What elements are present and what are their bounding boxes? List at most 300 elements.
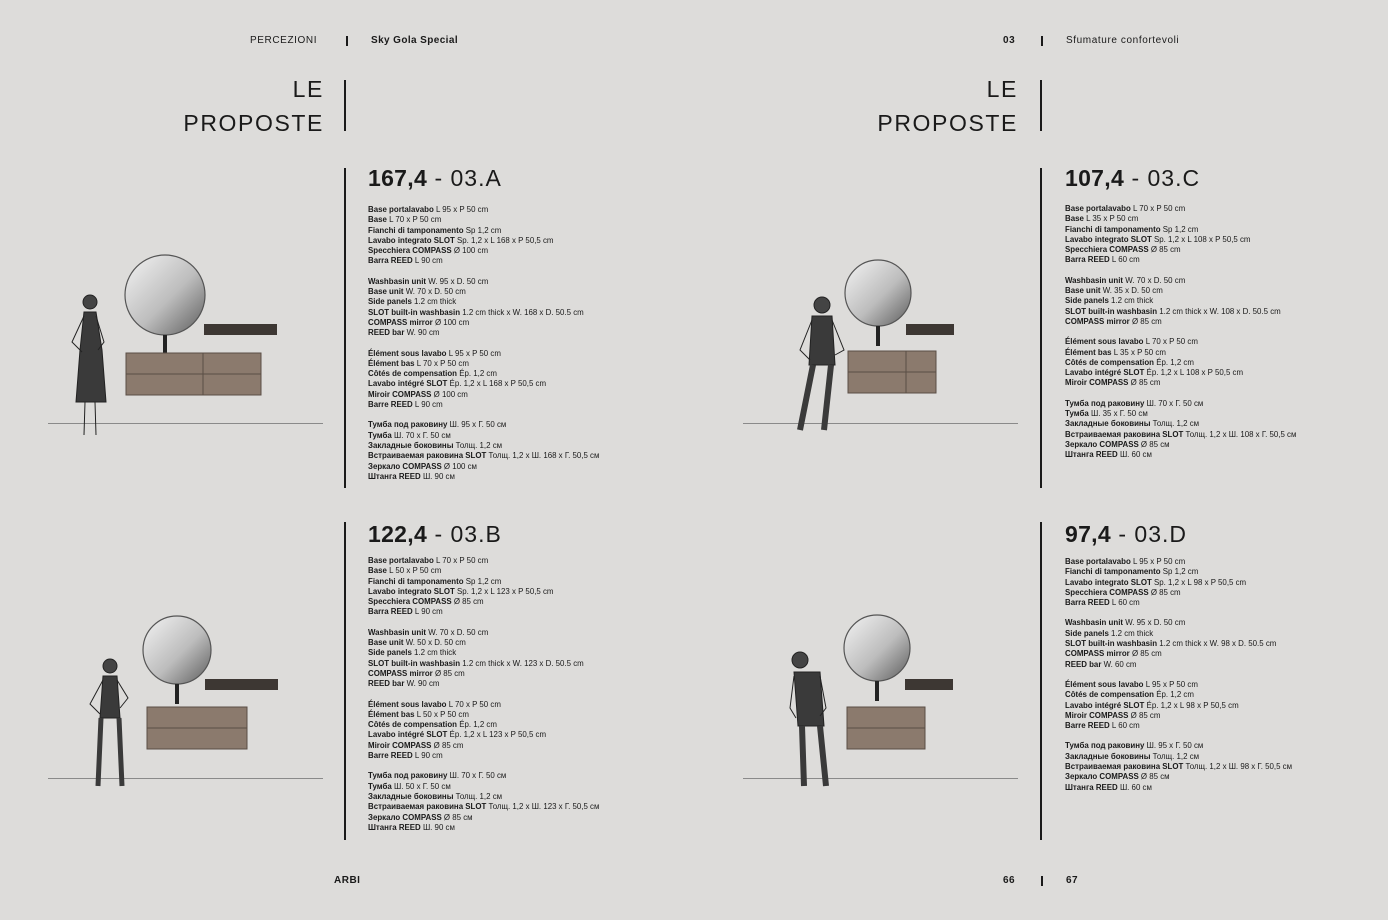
spec-item-value: Ш. 60 см <box>1117 450 1152 460</box>
spec-item-value: Ø 85 cm <box>1129 649 1162 659</box>
spec-item-name: Lavabo integrato SLOT <box>1065 577 1152 587</box>
spec-line <box>1065 721 1292 731</box>
spec-item-name: Зеркало COMPASS <box>368 812 442 822</box>
spec-line <box>368 577 599 587</box>
reed-bar-icon <box>204 324 277 335</box>
spec-line <box>1065 783 1292 793</box>
spec-item-name: Barre REED <box>368 400 413 410</box>
spec-item-name: Fianchi di tamponamento <box>368 576 464 586</box>
spec-line <box>368 679 599 689</box>
spec-line <box>368 308 599 318</box>
spec-item-name: Base <box>368 215 387 225</box>
spec-line <box>1065 680 1292 690</box>
person-figure-icon <box>790 652 826 786</box>
chapter-number: 03 <box>1003 35 1016 46</box>
spec-item-value: Ép. 1,2 cm <box>1154 690 1194 700</box>
proposal-code: 167,4 - 03.A <box>368 165 502 191</box>
spec-group <box>368 205 599 267</box>
spec-item-value: Ép. 1,2 cm <box>457 369 497 379</box>
spec-line <box>368 215 599 225</box>
spec-line <box>1065 307 1296 317</box>
spec-item-value: Ép. 1,2 cm <box>1154 357 1194 367</box>
bathroom-composition-illustration <box>60 250 290 450</box>
spec-line <box>368 607 599 617</box>
spec-item-value: Толщ. 1,2 x Ш. 123 x Г. 50,5 см <box>486 802 600 812</box>
spec-item-name: Specchiera COMPASS <box>1065 587 1149 597</box>
spec-item-value: W. 95 x D. 50 cm <box>1123 618 1186 628</box>
spec-item-value: Толщ. 1,2 см <box>453 440 503 450</box>
spec-item-name: Élément sous lavabo <box>1065 337 1144 347</box>
spec-item-name: Fianchi di tamponamento <box>1065 567 1161 577</box>
spec-group <box>368 771 599 833</box>
spec-line <box>1065 711 1292 721</box>
spec-item-name: Штанга REED <box>368 822 421 832</box>
spec-item-value: 1.2 cm thick x W. 98 x D. 50.5 cm <box>1157 639 1277 649</box>
spec-group <box>1065 680 1292 731</box>
spec-line <box>1065 276 1296 286</box>
spec-item-name: Specchiera COMPASS <box>368 246 452 256</box>
spec-item-name: Élément bas <box>368 358 415 368</box>
spec-item-value: L 90 cm <box>412 400 443 410</box>
spec-item-value: W. 50 x D. 50 cm <box>403 638 466 648</box>
spec-line <box>368 792 599 802</box>
bathroom-composition-illustration <box>780 255 980 445</box>
spec-item-name: Side panels <box>1065 628 1109 638</box>
spec-item-value: 1.2 cm thick <box>1108 296 1154 306</box>
spec-line <box>1065 419 1296 429</box>
spec-item-value: L 70 x P 50 cm <box>1130 204 1186 213</box>
spec-line <box>1065 358 1296 368</box>
page-number-left: 66 <box>1003 875 1016 886</box>
spec-line <box>1065 772 1292 782</box>
spec-item-value: Sp 1,2 cm <box>1160 567 1199 577</box>
spec-group <box>1065 618 1292 669</box>
spec-item-value: 1.2 cm thick x W. 123 x D. 50.5 cm <box>460 658 584 668</box>
spec-item-name: Élément sous lavabo <box>368 699 447 709</box>
spec-item-value: 1.2 cm thick x W. 168 x D. 50.5 cm <box>460 307 584 317</box>
spec-line <box>368 802 599 812</box>
spec-item-name: Miroir COMPASS <box>368 740 432 750</box>
spec-line <box>368 730 599 740</box>
spec-item-value: Ø 85 см <box>1138 772 1170 782</box>
spec-line <box>368 431 599 441</box>
spec-item-name: Side panels <box>1065 296 1109 306</box>
spec-item-value: L 90 cm <box>412 751 443 761</box>
spec-item-value: Sp. 1,2 x L 168 x P 50,5 cm <box>454 235 554 245</box>
reed-bar-icon <box>906 324 954 335</box>
spec-line <box>368 628 599 638</box>
spec-item-name: Lavabo intégré SLOT <box>1065 700 1145 710</box>
spec-item-name: Base portalavabo <box>368 556 434 565</box>
spec-item-name: Washbasin unit <box>368 276 427 286</box>
spec-line <box>1065 440 1296 450</box>
spec-group <box>1065 557 1292 608</box>
spec-group <box>1065 276 1296 327</box>
spec-item-value: Ø 85 cm <box>1128 378 1161 388</box>
spec-list <box>368 205 599 492</box>
spec-line <box>368 318 599 328</box>
spec-item-value: 1.2 cm thick x W. 108 x D. 50.5 cm <box>1157 306 1281 316</box>
spec-item-name: Barre REED <box>368 751 413 761</box>
spec-line <box>368 771 599 781</box>
spec-line <box>1065 348 1296 358</box>
collection-label: Sky Gola Special <box>371 35 458 46</box>
spec-item-name: Barra REED <box>368 607 413 617</box>
spec-item-value: L 60 cm <box>1109 255 1140 265</box>
spec-line <box>1065 660 1292 670</box>
spec-item-name: Side panels <box>368 648 412 658</box>
spec-line <box>368 277 599 287</box>
spec-item-value: L 35 x P 50 cm <box>1083 214 1139 224</box>
spec-item-name: Base portalavabo <box>1065 204 1131 213</box>
spec-line <box>1065 690 1292 700</box>
spec-item-name: Зеркало COMPASS <box>368 461 442 471</box>
spec-item-name: Élément sous lavabo <box>1065 679 1144 689</box>
spec-item-name: Miroir COMPASS <box>368 389 432 399</box>
spec-group <box>368 628 599 690</box>
spec-item-value: Ép. 1,2 x L 168 x P 50,5 cm <box>447 379 547 389</box>
spec-item-name: SLOT built-in washbasin <box>1065 639 1158 649</box>
spec-item-value: Ø 85 cm <box>432 668 465 678</box>
spec-item-value: Ø 100 cm <box>432 317 470 327</box>
spec-item-name: Specchiera COMPASS <box>368 597 452 607</box>
spec-line <box>368 297 599 307</box>
spec-line <box>1065 598 1292 608</box>
spec-item-value: Ø 85 cm <box>1128 710 1161 720</box>
spec-item-name: Зеркало COMPASS <box>1065 439 1139 449</box>
spec-item-name: Fianchi di tamponamento <box>1065 224 1161 234</box>
spec-item-name: Встраиваемая раковина SLOT <box>1065 429 1184 439</box>
spec-item-name: COMPASS mirror <box>368 317 433 327</box>
spec-line <box>1065 225 1296 235</box>
spec-line <box>368 246 599 256</box>
spec-item-name: Fianchi di tamponamento <box>368 225 464 235</box>
spec-group <box>368 556 599 618</box>
spec-line <box>1065 588 1292 598</box>
spec-item-value: W. 35 x D. 50 cm <box>1100 286 1163 296</box>
spec-item-value: L 35 x P 50 cm <box>1111 347 1166 357</box>
spec-item-value: L 95 x P 50 cm <box>446 348 501 358</box>
spec-list <box>1065 204 1296 471</box>
spec-item-value: W. 95 x D. 50 cm <box>426 276 489 286</box>
spec-item-name: SLOT built-in washbasin <box>368 658 461 668</box>
page-number-right: 67 <box>1066 875 1079 886</box>
spec-line <box>368 472 599 482</box>
spec-item-name: Штанга REED <box>1065 450 1118 460</box>
footer-divider <box>1041 876 1043 886</box>
spec-line <box>368 256 599 266</box>
spec-item-name: Élément bas <box>368 709 415 719</box>
spec-item-value: Толщ. 1,2 x Ш. 108 x Г. 50,5 см <box>1183 429 1297 439</box>
spec-item-value: Ø 100 cm <box>451 246 489 256</box>
bathroom-composition-illustration <box>780 608 980 798</box>
spec-item-value: Sp. 1,2 x L 98 x P 50,5 cm <box>1151 577 1247 587</box>
spec-line <box>1065 378 1296 388</box>
spec-item-value: L 70 x P 50 cm <box>433 556 489 565</box>
spec-line <box>1065 557 1292 567</box>
spec-item-value: W. 90 cm <box>404 328 440 338</box>
spec-item-name: COMPASS mirror <box>1065 649 1130 659</box>
spec-item-name: Specchiera COMPASS <box>1065 245 1149 255</box>
spec-item-value: Sp. 1,2 x L 123 x P 50,5 cm <box>454 586 554 596</box>
spec-item-name: Закладные боковины <box>1065 419 1151 429</box>
spec-list <box>368 556 599 843</box>
round-mirror-icon <box>845 260 911 326</box>
spec-item-value: L 90 cm <box>412 256 443 266</box>
spec-item-value: Ø 85 см <box>441 812 473 822</box>
spec-item-name: Lavabo intégré SLOT <box>368 379 448 389</box>
spec-item-value: L 60 cm <box>1109 721 1140 731</box>
header-divider <box>346 36 348 46</box>
spec-line <box>1065 214 1296 224</box>
spec-line <box>1065 639 1292 649</box>
spec-item-value: Ø 100 cm <box>431 389 468 399</box>
spec-item-value: Ш. 50 x Г. 50 см <box>391 781 451 791</box>
spec-item-value: Ш. 70 x Г. 50 см <box>447 771 507 781</box>
person-figure-icon <box>90 659 128 786</box>
spec-item-value: Ép. 1,2 cm <box>457 720 497 730</box>
person-figure-icon <box>800 297 844 430</box>
spec-item-name: Élément sous lavabo <box>368 348 447 358</box>
spec-line <box>1065 752 1292 762</box>
spec-item-name: Miroir COMPASS <box>1065 710 1129 720</box>
spec-item-value: L 70 x P 50 cm <box>414 358 469 368</box>
spec-item-value: 1.2 cm thick <box>411 648 457 658</box>
spec-item-name: Штанга REED <box>368 471 421 481</box>
spec-item-value: L 95 x P 50 cm <box>433 205 489 214</box>
spec-item-name: Встраиваемая раковина SLOT <box>368 451 487 461</box>
spec-group <box>368 349 599 411</box>
spec-group <box>368 420 599 482</box>
spec-item-value: Толщ. 1,2 x Ш. 168 x Г. 50,5 см <box>486 451 600 461</box>
spec-line <box>368 441 599 451</box>
spec-list <box>1065 557 1292 803</box>
proposal-code: 97,4 - 03.D <box>1065 521 1188 547</box>
spec-item-name: Тумба <box>368 781 392 791</box>
spec-item-value: L 70 x P 50 cm <box>1143 337 1198 347</box>
spec-item-name: Washbasin unit <box>1065 275 1124 285</box>
spec-item-name: Тумба <box>368 430 392 440</box>
round-mirror-icon <box>143 616 211 684</box>
spec-line <box>368 587 599 597</box>
spec-item-name: Base <box>368 566 387 576</box>
spec-line <box>368 700 599 710</box>
spec-line <box>1065 430 1296 440</box>
spec-item-name: Штанга REED <box>1065 782 1118 792</box>
spec-item-value: L 50 x P 50 cm <box>386 566 442 576</box>
reed-bar-icon <box>205 679 278 690</box>
spec-line <box>368 813 599 823</box>
spec-line <box>1065 567 1292 577</box>
spec-item-name: COMPASS mirror <box>1065 316 1130 326</box>
page-title: LE PROPOSTE <box>877 76 1018 136</box>
spec-group <box>368 277 599 339</box>
spec-line <box>368 420 599 430</box>
spec-line <box>1065 741 1292 751</box>
bathroom-composition-illustration <box>80 608 290 798</box>
spec-item-value: Ø 85 cm <box>431 740 464 750</box>
title-divider <box>344 80 346 131</box>
spec-item-name: COMPASS mirror <box>368 668 433 678</box>
spec-group <box>368 700 599 762</box>
spec-item-name: Côtés de compensation <box>368 720 458 730</box>
spec-item-value: L 70 x P 50 cm <box>446 699 501 709</box>
spec-item-name: Base portalavabo <box>1065 557 1131 566</box>
chapter-subtitle: Sfumature confortevoli <box>1066 35 1180 46</box>
spec-line <box>368 751 599 761</box>
brand-logo: ARBI <box>334 875 361 886</box>
spec-line <box>1065 245 1296 255</box>
spec-item-name: Закладные боковины <box>368 440 454 450</box>
spec-item-value: Ø 85 cm <box>451 597 484 607</box>
spec-item-name: Côtés de compensation <box>1065 357 1155 367</box>
spec-line <box>1065 317 1296 327</box>
spec-item-value: L 95 x P 50 cm <box>1143 679 1198 689</box>
spec-line <box>368 720 599 730</box>
spec-item-value: Sp 1,2 cm <box>463 225 502 235</box>
block-divider <box>1040 168 1042 488</box>
section-label: PERCEZIONI <box>250 35 318 46</box>
spec-item-name: Base unit <box>368 287 404 297</box>
spec-line <box>368 566 599 576</box>
spec-item-name: Côtés de compensation <box>1065 690 1155 700</box>
round-mirror-icon <box>125 255 205 335</box>
spec-line <box>1065 235 1296 245</box>
spec-item-value: Толщ. 1,2 см <box>1150 419 1200 429</box>
person-figure-icon <box>72 295 106 435</box>
spec-item-value: L 50 x P 50 cm <box>414 709 469 719</box>
spec-item-name: Тумба под раковину <box>368 771 448 781</box>
spec-item-name: Washbasin unit <box>368 627 427 637</box>
block-divider <box>1040 522 1042 840</box>
spec-item-name: REED bar <box>1065 659 1102 669</box>
spec-line <box>368 400 599 410</box>
spec-item-name: Тумба под раковину <box>1065 398 1145 408</box>
spec-line <box>368 349 599 359</box>
spec-item-value: Ép. 1,2 x L 108 x P 50,5 cm <box>1144 368 1244 378</box>
spec-item-value: Sp. 1,2 x L 108 x P 50,5 cm <box>1151 234 1251 244</box>
spec-item-value: Ш. 95 x Г. 50 см <box>447 420 507 430</box>
spec-line <box>368 287 599 297</box>
spec-line <box>368 659 599 669</box>
spec-item-name: Side panels <box>368 297 412 307</box>
spec-line <box>368 379 599 389</box>
spec-item-value: 1.2 cm thick <box>1108 628 1154 638</box>
spec-item-name: Тумба под раковину <box>1065 741 1145 751</box>
spec-line <box>1065 409 1296 419</box>
spec-item-value: 1.2 cm thick <box>411 297 457 307</box>
spec-line <box>1065 450 1296 460</box>
spec-item-value: Ø 100 см <box>441 461 477 471</box>
spec-group <box>1065 399 1296 461</box>
spec-line <box>1065 578 1292 588</box>
spec-item-value: Ø 85 cm <box>1148 245 1181 255</box>
spec-line <box>1065 255 1296 265</box>
spec-line <box>368 823 599 833</box>
spec-line <box>368 226 599 236</box>
spec-line <box>368 710 599 720</box>
spec-line <box>368 328 599 338</box>
spec-item-value: Ш. 60 см <box>1117 782 1152 792</box>
spec-item-name: Base unit <box>368 638 404 648</box>
spec-item-value: W. 70 x D. 50 cm <box>1123 275 1186 285</box>
spec-item-value: Ø 85 cm <box>1148 587 1181 597</box>
spec-line <box>1065 618 1292 628</box>
spec-item-value: L 90 cm <box>412 607 443 617</box>
spec-line <box>368 390 599 400</box>
spec-item-value: Ш. 95 x Г. 50 см <box>1144 741 1204 751</box>
spec-item-name: Зеркало COMPASS <box>1065 772 1139 782</box>
spec-line <box>1065 701 1292 711</box>
spec-item-name: Встраиваемая раковина SLOT <box>1065 762 1184 772</box>
spec-line <box>1065 762 1292 772</box>
spec-line <box>1065 368 1296 378</box>
spec-item-value: W. 70 x D. 50 cm <box>426 627 489 637</box>
block-divider <box>344 168 346 488</box>
spec-item-name: Miroir COMPASS <box>1065 378 1129 388</box>
spec-item-value: W. 60 cm <box>1101 659 1137 669</box>
spec-item-value: W. 90 cm <box>404 679 440 689</box>
spec-item-name: Washbasin unit <box>1065 618 1124 628</box>
spec-item-value: Ш. 90 см <box>420 822 455 832</box>
proposal-code: 122,4 - 03.B <box>368 521 502 547</box>
spec-line <box>368 556 599 566</box>
spec-item-value: Ø 85 см <box>1138 439 1170 449</box>
spec-item-name: Barra REED <box>368 256 413 266</box>
spec-line <box>368 205 599 215</box>
spec-item-value: L 60 cm <box>1109 598 1140 608</box>
spec-item-value: Sp 1,2 cm <box>1160 224 1199 234</box>
header-divider <box>1041 36 1043 46</box>
spec-item-name: Base <box>1065 214 1084 224</box>
spec-line <box>368 597 599 607</box>
spec-item-value: Ép. 1,2 x L 123 x P 50,5 cm <box>447 730 547 740</box>
title-divider <box>1040 80 1042 131</box>
spec-line <box>368 451 599 461</box>
spec-line <box>1065 337 1296 347</box>
spec-item-name: Lavabo intégré SLOT <box>368 730 448 740</box>
spec-line <box>1065 204 1296 214</box>
spec-line <box>368 669 599 679</box>
spec-item-value: Ép. 1,2 x L 98 x P 50,5 cm <box>1144 700 1239 710</box>
page-title: LE PROPOSTE <box>183 76 324 136</box>
spec-item-name: SLOT built-in washbasin <box>1065 306 1158 316</box>
spec-item-name: Закладные боковины <box>1065 751 1151 761</box>
spec-item-value: L 70 x P 50 cm <box>386 215 442 225</box>
spec-item-value: Толщ. 1,2 см <box>1150 751 1200 761</box>
reed-bar-icon <box>905 679 953 690</box>
spec-item-value: Ш. 70 x Г. 50 см <box>1144 398 1204 408</box>
spec-line <box>1065 286 1296 296</box>
block-divider <box>344 522 346 840</box>
spec-line <box>1065 296 1296 306</box>
spec-item-name: Base unit <box>1065 286 1101 296</box>
spec-item-name: Закладные боковины <box>368 791 454 801</box>
spec-item-value: Ø 85 cm <box>1129 316 1162 326</box>
spec-item-name: Тумба под раковину <box>368 420 448 430</box>
spec-item-value: Толщ. 1,2 см <box>453 791 503 801</box>
spec-item-name: Barre REED <box>1065 721 1110 731</box>
spec-item-name: Тумба <box>1065 409 1089 419</box>
spec-line <box>368 638 599 648</box>
spec-item-name: Lavabo integrato SLOT <box>1065 234 1152 244</box>
spec-item-name: Côtés de compensation <box>368 369 458 379</box>
spec-item-value: L 95 x P 50 cm <box>1130 557 1186 566</box>
spec-item-name: Base portalavabo <box>368 205 434 214</box>
spec-line <box>1065 399 1296 409</box>
spec-line <box>368 236 599 246</box>
spec-group <box>1065 204 1296 266</box>
